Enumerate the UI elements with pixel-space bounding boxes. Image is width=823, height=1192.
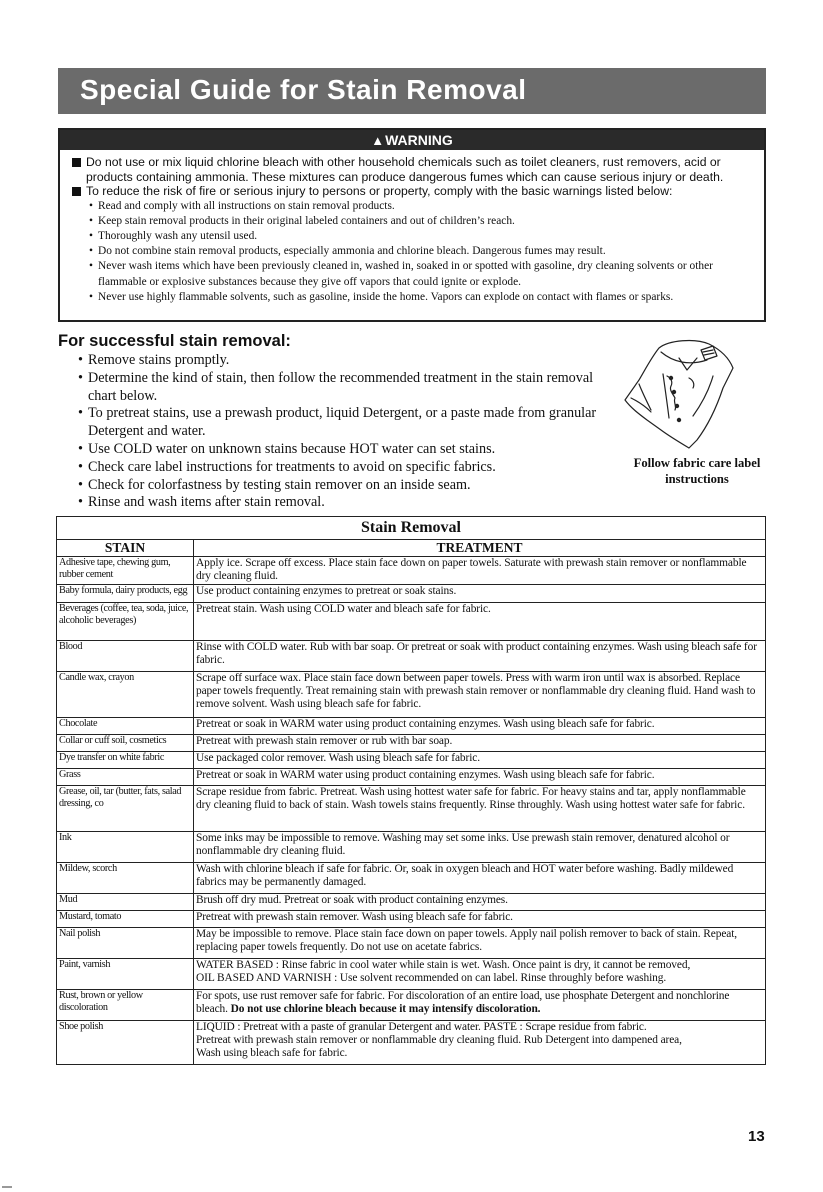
warning-bullet: • Do not combine stain removal products, especially ammonia and chlorine bleach. Dangerous fumes may result. [89, 245, 606, 258]
table-row: Collar or cuff soil, cosmetics Pretreat with prewash stain remover or rub with bar soap. [57, 735, 766, 752]
warning-box [58, 128, 766, 322]
table-row: Paint, varnish WATER BASED : Rinse fabric in cool water while stain is wet. Wash. Once paint is dry, it cannot be removed, OIL BASED AND VARNISH : Use solvent recommended on can label. Rinse throughly before washing. [57, 959, 766, 990]
table-row: Baby formula, dairy products, egg Use product containing enzymes to pretreat or soak stains. [57, 585, 766, 603]
table-row: Blood Rinse with COLD water. Rub with bar soap. Or pretreat or soak with product containing enzymes. Wash using bleach safe for fabric. [57, 641, 766, 672]
stain-removal-table [56, 516, 766, 1065]
warning-triangle-icon: ▲ [371, 133, 385, 148]
table-title: Stain Removal [57, 517, 766, 540]
success-item: • Check care label instructions for treatments to avoid on specific fabrics. [78, 458, 496, 475]
warning-line: To reduce the risk of fire or serious injury to persons or property, comply with the basic warnings listed below: [72, 184, 752, 199]
success-item: • To pretreat stains, use a prewash product, liquid Detergent, or a paste made from granular Detergent and water. [78, 405, 597, 440]
warning-line: Do not use or mix liquid chlorine bleach with other household chemicals such as toilet cleaners, rust removers, acid or products containing ammonia. These mixtures can produce dangerous fumes which can cause serious injury or death. [72, 155, 752, 184]
table-row: Mildew, scorch Wash with chlorine bleach if safe for fabric. Or, soak in oxygen bleach and HOT water before washing. Badly mildewed fabrics may be permanently damaged. [57, 863, 766, 894]
table-row: Nail polish May be impossible to remove. Place stain face down on paper towels. Apply nail polish remover to back of stain. Repeat, replacing paper towels frequently. Do not use on acetate fabrics. [57, 928, 766, 959]
success-item: • Use COLD water on unknown stains because HOT water can set stains. [78, 440, 496, 457]
success-heading: For successful stain removal: [58, 332, 291, 350]
warning-bullet: • Keep stain removal products in their original labeled containers and out of children’s reach. [89, 214, 515, 227]
table-row: Ink Some inks may be impossible to remove. Washing may set some inks. Use prewash stain remover, denatured alcohol or nonflammable dry cleaning fluid. [57, 832, 766, 863]
column-header-treatment: TREATMENT [194, 540, 766, 557]
shirt-care-label-illustration [617, 336, 745, 454]
warning-heading: WARNING [385, 132, 453, 148]
footer-mark [2, 1186, 12, 1188]
table-row: Mustard, tomato Pretreat with prewash stain remover. Wash using bleach safe for fabric. [57, 911, 766, 928]
table-row: Grass Pretreat or soak in WARM water using product containing enzymes. Wash using bleach safe for fabric. [57, 769, 766, 786]
table-row: Dye transfer on white fabric Use packaged color remover. Wash using bleach safe for fabric. [57, 752, 766, 769]
table-row: Adhesive tape, chewing gum, rubber cement Apply ice. Scrape off excess. Place stain face down on paper towels. Saturate with prewash stain remover or nonflammable dry cleaning fluid. [57, 557, 766, 585]
table-row: Shoe polish LIQUID : Pretreat with a paste of granular Detergent and water. PASTE : Scrape residue from fabric. Pretreat with prewash stain remover or nonflammable dry cleaning fluid. Rub Detergent into dampened area, Wash using bleach safe for fabric. [57, 1021, 766, 1065]
table-row: Beverages (coffee, tea, soda, juice, alcoholic beverages) Pretreat stain. Wash using COLD water and bleach safe for fabric. [57, 603, 766, 641]
page-title: Special Guide for Stain Removal [80, 74, 527, 105]
warning-bullet: • Never use highly flammable solvents, such as gasoline, inside the home. Vapors can explode on contact with flames or sparks. [89, 290, 674, 303]
warning-header [60, 130, 764, 150]
table-row: Chocolate Pretreat or soak in WARM water using product containing enzymes. Wash using bleach safe for fabric. [57, 718, 766, 735]
title-banner [58, 68, 766, 114]
warning-bullet: • Never wash items which have been previously cleaned in, washed in, soaked in or spotted with gasoline, dry cleaning solvents or other flammable or explosive substances because they give off vapors that could ignite or explode. [89, 260, 713, 288]
illustration-caption: Follow fabric care label instructions [633, 456, 761, 486]
square-bullet-icon [72, 187, 81, 196]
table-row: Rust, brown or yellow discoloration For spots, use rust remover safe for fabric. For discoloration of an entire load, use phosphate Detergent and nonchlorine bleach. Do not use chlorine bleach because it may intensify discoloration. [57, 990, 766, 1021]
table-row: Candle wax, crayon Scrape off surface wax. Place stain face down between paper towels. Press with warm iron until wax is absorbed. Replace paper towels frequently. Treat remaining stain with prewash stain remover or nonflammable dry cleaning fluid. Hand wash to remove solvent. Wash using bleach safe for fabric. [57, 672, 766, 718]
column-header-stain: STAIN [57, 540, 194, 557]
table-row: Grease, oil, tar (butter, fats, salad dressing, co Scrape residue from fabric. Pretreat. Wash using hottest water safe for fabric. For heavy stains and tar, apply nonflammable dry cleaning fluid to back of stain. Wash towels stains frequently. Rinse throughly. Wash using hottest water safe for fabric. [57, 786, 766, 832]
success-item: • Remove stains promptly. [78, 352, 230, 368]
page-number: 13 [748, 1128, 765, 1145]
table-row: Mud Brush off dry mud. Pretreat or soak with product containing enzymes. [57, 894, 766, 911]
square-bullet-icon [72, 158, 81, 167]
warning-bullet: • Thoroughly wash any utensil used. [89, 229, 258, 242]
success-item: • Determine the kind of stain, then follow the recommended treatment in the stain removal chart below. [78, 369, 594, 404]
success-item: • Check for colorfastness by testing stain remover on an inside seam. [78, 476, 471, 493]
warning-bullet: • Read and comply with all instructions on stain removal products. [89, 199, 395, 212]
success-item: • Rinse and wash items after stain removal. [78, 494, 325, 511]
success-list [78, 352, 598, 512]
